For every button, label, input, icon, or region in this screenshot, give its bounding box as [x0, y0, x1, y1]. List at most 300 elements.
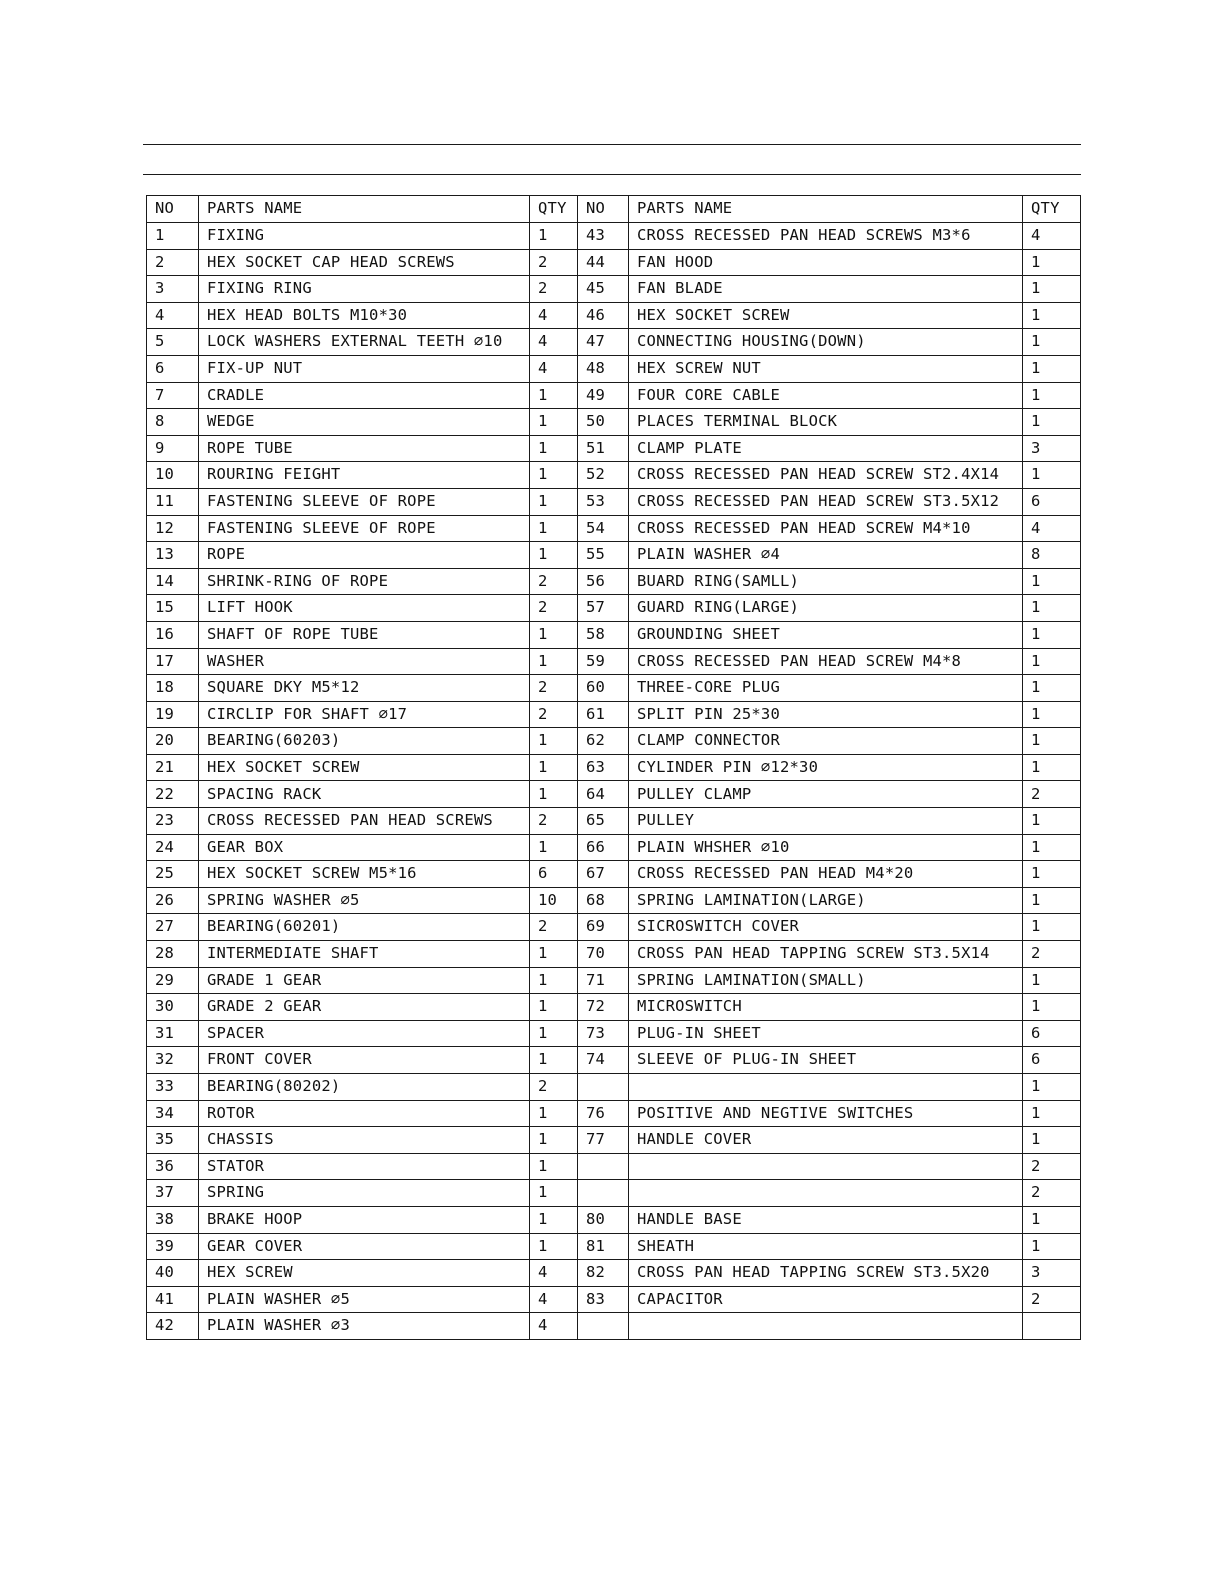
part-qty-right	[1023, 1313, 1081, 1340]
part-name-left: FASTENING SLEEVE OF ROPE	[199, 515, 530, 542]
part-name-left: GEAR BOX	[199, 834, 530, 861]
part-qty-right: 1	[1023, 1233, 1081, 1260]
table-row	[147, 276, 1081, 303]
part-name-right: PLAIN WHSHER ∅10	[629, 834, 1023, 861]
part-no-right: 62	[578, 728, 629, 755]
part-qty-right: 1	[1023, 382, 1081, 409]
part-qty-left: 4	[530, 1313, 578, 1340]
table-row	[147, 1286, 1081, 1313]
part-no-left: 10	[147, 462, 199, 489]
part-name-right: CROSS RECESSED PAN HEAD SCREW ST3.5X12	[629, 488, 1023, 515]
part-qty-right: 1	[1023, 302, 1081, 329]
part-name-right: THREE-CORE PLUG	[629, 675, 1023, 702]
part-qty-right: 1	[1023, 967, 1081, 994]
part-qty-left: 1	[530, 435, 578, 462]
table-row	[147, 329, 1081, 356]
part-name-left: HEX SOCKET SCREW M5*16	[199, 861, 530, 888]
part-no-left: 5	[147, 329, 199, 356]
part-name-right: CYLINDER PIN ∅12*30	[629, 754, 1023, 781]
part-no-left: 26	[147, 887, 199, 914]
part-name-right: HANDLE COVER	[629, 1127, 1023, 1154]
part-no-right: 50	[578, 409, 629, 436]
part-qty-left: 2	[530, 249, 578, 276]
part-name-left: ROTOR	[199, 1100, 530, 1127]
part-no-left: 23	[147, 808, 199, 835]
part-qty-left: 2	[530, 701, 578, 728]
part-name-right: SICROSWITCH COVER	[629, 914, 1023, 941]
table-row	[147, 1153, 1081, 1180]
part-name-left: SPACING RACK	[199, 781, 530, 808]
part-name-right: GUARD RING(LARGE)	[629, 595, 1023, 622]
part-no-right: 71	[578, 967, 629, 994]
part-name-right: CROSS RECESSED PAN HEAD SCREW ST2.4X14	[629, 462, 1023, 489]
part-name-left: BEARING(60203)	[199, 728, 530, 755]
header-qty-right: QTY	[1023, 196, 1081, 223]
part-name-right: SLEEVE OF PLUG-IN SHEET	[629, 1047, 1023, 1074]
part-name-right: PULLEY CLAMP	[629, 781, 1023, 808]
part-name-left: SPACER	[199, 1020, 530, 1047]
part-qty-right: 1	[1023, 675, 1081, 702]
part-qty-left: 1	[530, 728, 578, 755]
table-row	[147, 808, 1081, 835]
part-no-right: 47	[578, 329, 629, 356]
part-no-right: 61	[578, 701, 629, 728]
table-row	[147, 941, 1081, 968]
part-no-left: 13	[147, 542, 199, 569]
part-name-left: PLAIN WASHER ∅3	[199, 1313, 530, 1340]
part-name-right: FAN BLADE	[629, 276, 1023, 303]
part-qty-right: 1	[1023, 568, 1081, 595]
part-name-left: BRAKE HOOP	[199, 1206, 530, 1233]
table-row	[147, 568, 1081, 595]
part-qty-right: 1	[1023, 621, 1081, 648]
part-qty-left: 2	[530, 914, 578, 941]
part-qty-left: 1	[530, 1127, 578, 1154]
part-name-right: CONNECTING HOUSING(DOWN)	[629, 329, 1023, 356]
part-no-left: 2	[147, 249, 199, 276]
part-no-left: 18	[147, 675, 199, 702]
part-qty-right: 2	[1023, 941, 1081, 968]
part-qty-left: 1	[530, 621, 578, 648]
part-qty-left: 1	[530, 488, 578, 515]
part-qty-left: 2	[530, 808, 578, 835]
part-no-left: 19	[147, 701, 199, 728]
part-qty-right: 8	[1023, 542, 1081, 569]
parts-table	[146, 195, 1081, 1340]
part-name-left: STATOR	[199, 1153, 530, 1180]
part-no-left: 12	[147, 515, 199, 542]
table-row	[147, 302, 1081, 329]
part-qty-left: 1	[530, 515, 578, 542]
part-name-left: FIXING RING	[199, 276, 530, 303]
table-row	[147, 223, 1081, 250]
part-name-left: FRONT COVER	[199, 1047, 530, 1074]
table-row	[147, 488, 1081, 515]
part-name-right: MICROSWITCH	[629, 994, 1023, 1021]
part-name-left: CIRCLIP FOR SHAFT ∅17	[199, 701, 530, 728]
part-qty-left: 4	[530, 1286, 578, 1313]
part-no-left: 27	[147, 914, 199, 941]
part-no-left: 9	[147, 435, 199, 462]
part-name-left: FASTENING SLEEVE OF ROPE	[199, 488, 530, 515]
part-no-right: 64	[578, 781, 629, 808]
part-no-left: 32	[147, 1047, 199, 1074]
table-row	[147, 1100, 1081, 1127]
part-no-right: 67	[578, 861, 629, 888]
header-no-right: NO	[578, 196, 629, 223]
part-no-left: 24	[147, 834, 199, 861]
header-qty-left: QTY	[530, 196, 578, 223]
part-no-right: 63	[578, 754, 629, 781]
table-row	[147, 515, 1081, 542]
part-qty-left: 10	[530, 887, 578, 914]
table-row	[147, 1047, 1081, 1074]
part-qty-right: 2	[1023, 781, 1081, 808]
part-no-right: 45	[578, 276, 629, 303]
part-no-left: 35	[147, 1127, 199, 1154]
part-no-left: 16	[147, 621, 199, 648]
table-row	[147, 967, 1081, 994]
part-no-left: 14	[147, 568, 199, 595]
part-no-right: 60	[578, 675, 629, 702]
part-name-left: LIFT HOOK	[199, 595, 530, 622]
part-qty-left: 1	[530, 542, 578, 569]
part-name-left: SQUARE DKY M5*12	[199, 675, 530, 702]
part-no-right: 57	[578, 595, 629, 622]
part-no-right: 53	[578, 488, 629, 515]
part-no-right: 44	[578, 249, 629, 276]
part-no-left: 8	[147, 409, 199, 436]
part-no-right	[578, 1180, 629, 1207]
table-row	[147, 1206, 1081, 1233]
part-name-right: CROSS PAN HEAD TAPPING SCREW ST3.5X20	[629, 1260, 1023, 1287]
part-qty-right: 1	[1023, 887, 1081, 914]
table-row	[147, 914, 1081, 941]
part-no-left: 41	[147, 1286, 199, 1313]
part-name-left: SPRING	[199, 1180, 530, 1207]
part-no-left: 22	[147, 781, 199, 808]
part-no-right: 69	[578, 914, 629, 941]
part-no-right: 74	[578, 1047, 629, 1074]
part-no-right: 66	[578, 834, 629, 861]
part-name-left: BEARING(80202)	[199, 1074, 530, 1101]
part-name-right: BUARD RING(SAMLL)	[629, 568, 1023, 595]
part-qty-right: 1	[1023, 1206, 1081, 1233]
table-row	[147, 409, 1081, 436]
part-no-left: 11	[147, 488, 199, 515]
part-name-left: BEARING(60201)	[199, 914, 530, 941]
part-no-right: 82	[578, 1260, 629, 1287]
header-no-left: NO	[147, 196, 199, 223]
part-name-right: GROUNDING SHEET	[629, 621, 1023, 648]
part-qty-left: 2	[530, 595, 578, 622]
part-qty-right: 1	[1023, 595, 1081, 622]
part-name-left: ROPE TUBE	[199, 435, 530, 462]
table-row	[147, 994, 1081, 1021]
part-qty-left: 2	[530, 276, 578, 303]
part-qty-left: 1	[530, 967, 578, 994]
part-no-left: 38	[147, 1206, 199, 1233]
part-no-right: 73	[578, 1020, 629, 1047]
part-name-right: PULLEY	[629, 808, 1023, 835]
part-name-right: CROSS RECESSED PAN HEAD M4*20	[629, 861, 1023, 888]
part-qty-left: 1	[530, 1180, 578, 1207]
part-name-right: FAN HOOD	[629, 249, 1023, 276]
part-qty-right: 2	[1023, 1180, 1081, 1207]
part-name-left: HEX SCREW	[199, 1260, 530, 1287]
table-row	[147, 728, 1081, 755]
part-no-right	[578, 1313, 629, 1340]
part-qty-right: 1	[1023, 329, 1081, 356]
part-name-left: CRADLE	[199, 382, 530, 409]
part-qty-right: 1	[1023, 808, 1081, 835]
table-row	[147, 701, 1081, 728]
part-qty-left: 1	[530, 1020, 578, 1047]
part-qty-right: 1	[1023, 462, 1081, 489]
part-no-right: 49	[578, 382, 629, 409]
table-row	[147, 1313, 1081, 1340]
part-no-right: 51	[578, 435, 629, 462]
table-row	[147, 648, 1081, 675]
part-name-left: LOCK WASHERS EXTERNAL TEETH ∅10	[199, 329, 530, 356]
part-no-left: 25	[147, 861, 199, 888]
part-name-left: FIXING	[199, 223, 530, 250]
part-qty-right: 1	[1023, 648, 1081, 675]
part-qty-left: 4	[530, 355, 578, 382]
table-row	[147, 462, 1081, 489]
table-row	[147, 887, 1081, 914]
part-qty-left: 1	[530, 1047, 578, 1074]
part-name-right: SPLIT PIN 25*30	[629, 701, 1023, 728]
part-qty-right: 1	[1023, 701, 1081, 728]
table-row	[147, 1074, 1081, 1101]
part-name-left: WEDGE	[199, 409, 530, 436]
part-qty-right: 4	[1023, 515, 1081, 542]
part-name-right	[629, 1153, 1023, 1180]
part-name-left: GRADE 2 GEAR	[199, 994, 530, 1021]
part-no-left: 3	[147, 276, 199, 303]
part-name-left: SPRING WASHER ∅5	[199, 887, 530, 914]
part-qty-left: 4	[530, 329, 578, 356]
part-name-left: SHAFT OF ROPE TUBE	[199, 621, 530, 648]
part-no-left: 37	[147, 1180, 199, 1207]
part-qty-right: 1	[1023, 754, 1081, 781]
parts-table-body	[147, 196, 1081, 1340]
table-row	[147, 542, 1081, 569]
part-qty-left: 6	[530, 861, 578, 888]
part-no-right: 52	[578, 462, 629, 489]
part-qty-left: 2	[530, 1074, 578, 1101]
part-no-left: 34	[147, 1100, 199, 1127]
part-name-right: SPRING LAMINATION(LARGE)	[629, 887, 1023, 914]
part-qty-right: 2	[1023, 1286, 1081, 1313]
part-name-left: SHRINK-RING OF ROPE	[199, 568, 530, 595]
part-no-right: 59	[578, 648, 629, 675]
part-name-left: HEX SOCKET SCREW	[199, 754, 530, 781]
part-name-left: GEAR COVER	[199, 1233, 530, 1260]
part-name-left: WASHER	[199, 648, 530, 675]
part-name-right: CROSS RECESSED PAN HEAD SCREW M4*8	[629, 648, 1023, 675]
top-rule	[143, 144, 1081, 145]
table-row	[147, 595, 1081, 622]
table-row	[147, 249, 1081, 276]
part-qty-right: 1	[1023, 914, 1081, 941]
part-no-left: 21	[147, 754, 199, 781]
table-row	[147, 382, 1081, 409]
part-no-right: 54	[578, 515, 629, 542]
part-qty-left: 1	[530, 834, 578, 861]
part-qty-right: 1	[1023, 1074, 1081, 1101]
part-name-right: PLAIN WASHER ∅4	[629, 542, 1023, 569]
part-name-right	[629, 1074, 1023, 1101]
part-no-left: 30	[147, 994, 199, 1021]
part-name-left: PLAIN WASHER ∅5	[199, 1286, 530, 1313]
part-name-right: HEX SOCKET SCREW	[629, 302, 1023, 329]
part-no-right	[578, 1074, 629, 1101]
table-row	[147, 861, 1081, 888]
part-qty-right: 1	[1023, 276, 1081, 303]
part-no-right: 83	[578, 1286, 629, 1313]
part-no-left: 31	[147, 1020, 199, 1047]
header-parts-name-left: PARTS NAME	[199, 196, 530, 223]
part-name-right: CLAMP PLATE	[629, 435, 1023, 462]
part-qty-left: 1	[530, 754, 578, 781]
part-no-left: 39	[147, 1233, 199, 1260]
part-no-left: 36	[147, 1153, 199, 1180]
part-no-left: 42	[147, 1313, 199, 1340]
part-no-left: 40	[147, 1260, 199, 1287]
part-qty-right: 3	[1023, 435, 1081, 462]
part-name-left: HEX HEAD BOLTS M10*30	[199, 302, 530, 329]
part-no-right	[578, 1153, 629, 1180]
part-qty-right: 1	[1023, 409, 1081, 436]
part-no-left: 1	[147, 223, 199, 250]
part-qty-right: 6	[1023, 1047, 1081, 1074]
table-row	[147, 1260, 1081, 1287]
part-qty-right: 1	[1023, 834, 1081, 861]
part-name-left: ROURING FEIGHT	[199, 462, 530, 489]
part-name-left: GRADE 1 GEAR	[199, 967, 530, 994]
table-row	[147, 1180, 1081, 1207]
part-no-right: 77	[578, 1127, 629, 1154]
part-qty-left: 1	[530, 994, 578, 1021]
table-row	[147, 754, 1081, 781]
part-qty-left: 4	[530, 1260, 578, 1287]
part-qty-right: 1	[1023, 249, 1081, 276]
part-no-left: 20	[147, 728, 199, 755]
part-qty-left: 2	[530, 568, 578, 595]
table-row	[147, 1127, 1081, 1154]
part-no-right: 65	[578, 808, 629, 835]
part-name-right	[629, 1180, 1023, 1207]
part-qty-right: 4	[1023, 223, 1081, 250]
part-name-right: HEX SCREW NUT	[629, 355, 1023, 382]
part-qty-left: 1	[530, 382, 578, 409]
part-name-right: PLUG-IN SHEET	[629, 1020, 1023, 1047]
part-qty-right: 6	[1023, 488, 1081, 515]
part-qty-left: 2	[530, 675, 578, 702]
part-no-left: 7	[147, 382, 199, 409]
part-qty-right: 6	[1023, 1020, 1081, 1047]
part-no-right: 76	[578, 1100, 629, 1127]
part-qty-right: 2	[1023, 1153, 1081, 1180]
part-name-left: HEX SOCKET CAP HEAD SCREWS	[199, 249, 530, 276]
part-no-right: 46	[578, 302, 629, 329]
part-no-right: 81	[578, 1233, 629, 1260]
second-rule	[143, 174, 1081, 175]
part-no-left: 6	[147, 355, 199, 382]
part-qty-left: 1	[530, 1233, 578, 1260]
part-name-right: PLACES TERMINAL BLOCK	[629, 409, 1023, 436]
table-row	[147, 675, 1081, 702]
part-name-right: CROSS RECESSED PAN HEAD SCREW M4*10	[629, 515, 1023, 542]
header-parts-name-right: PARTS NAME	[629, 196, 1023, 223]
part-no-right: 56	[578, 568, 629, 595]
table-row	[147, 1233, 1081, 1260]
part-no-left: 29	[147, 967, 199, 994]
table-row	[147, 1020, 1081, 1047]
table-row	[147, 781, 1081, 808]
part-qty-left: 1	[530, 223, 578, 250]
table-row	[147, 355, 1081, 382]
part-qty-right: 3	[1023, 1260, 1081, 1287]
part-qty-left: 1	[530, 1100, 578, 1127]
part-no-right: 55	[578, 542, 629, 569]
part-name-left: INTERMEDIATE SHAFT	[199, 941, 530, 968]
part-name-right: SHEATH	[629, 1233, 1023, 1260]
part-name-right: CLAMP CONNECTOR	[629, 728, 1023, 755]
part-no-right: 58	[578, 621, 629, 648]
part-name-right: SPRING LAMINATION(SMALL)	[629, 967, 1023, 994]
part-qty-right: 1	[1023, 355, 1081, 382]
part-no-left: 28	[147, 941, 199, 968]
table-row	[147, 834, 1081, 861]
part-no-left: 15	[147, 595, 199, 622]
part-no-right: 43	[578, 223, 629, 250]
part-no-left: 33	[147, 1074, 199, 1101]
part-qty-left: 1	[530, 941, 578, 968]
table-row	[147, 435, 1081, 462]
part-qty-left: 1	[530, 462, 578, 489]
part-name-right: CROSS PAN HEAD TAPPING SCREW ST3.5X14	[629, 941, 1023, 968]
part-name-right: CROSS RECESSED PAN HEAD SCREWS M3*6	[629, 223, 1023, 250]
part-name-right: CAPACITOR	[629, 1286, 1023, 1313]
part-qty-left: 1	[530, 781, 578, 808]
part-qty-right: 1	[1023, 728, 1081, 755]
part-name-right: HANDLE BASE	[629, 1206, 1023, 1233]
part-no-right: 68	[578, 887, 629, 914]
part-qty-left: 1	[530, 648, 578, 675]
part-no-left: 4	[147, 302, 199, 329]
part-qty-left: 4	[530, 302, 578, 329]
part-no-right: 70	[578, 941, 629, 968]
part-no-left: 17	[147, 648, 199, 675]
part-name-left: CHASSIS	[199, 1127, 530, 1154]
part-name-right: FOUR CORE CABLE	[629, 382, 1023, 409]
part-qty-right: 1	[1023, 994, 1081, 1021]
part-qty-left: 1	[530, 409, 578, 436]
part-qty-right: 1	[1023, 1100, 1081, 1127]
table-row	[147, 621, 1081, 648]
part-qty-right: 1	[1023, 1127, 1081, 1154]
part-name-left: ROPE	[199, 542, 530, 569]
part-name-left: CROSS RECESSED PAN HEAD SCREWS	[199, 808, 530, 835]
part-no-right: 72	[578, 994, 629, 1021]
part-no-right: 48	[578, 355, 629, 382]
part-qty-left: 1	[530, 1153, 578, 1180]
part-name-right: POSITIVE AND NEGTIVE SWITCHES	[629, 1100, 1023, 1127]
part-qty-left: 1	[530, 1206, 578, 1233]
